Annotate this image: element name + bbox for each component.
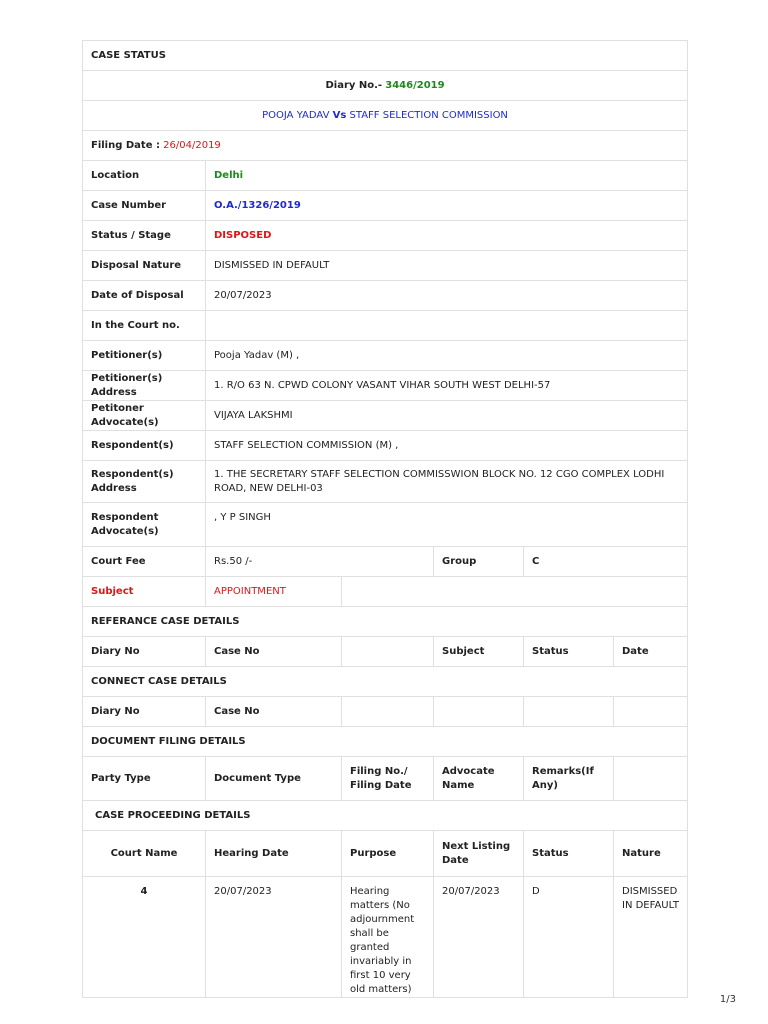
subject-label: Subject: [83, 577, 206, 607]
respondent-name: STAFF SELECTION COMMISSION: [349, 109, 508, 121]
reference-header-cell: Diary No: [83, 637, 206, 667]
subject-empty-cell: [342, 577, 688, 607]
status-label: Status / Stage: [83, 221, 206, 251]
document-header-cell: Remarks(If Any): [524, 757, 614, 801]
respondents-label: Respondent(s): [83, 431, 206, 461]
date-of-disposal-label: Date of Disposal: [83, 281, 206, 311]
document-header-cell: [614, 757, 688, 801]
respondent-advocate-value: , Y P SINGH: [206, 503, 688, 547]
proceeding-header-cell: Status: [524, 831, 614, 877]
petitioners-address-value: 1. R/O 63 N. CPWD COLONY VASANT VIHAR SOUTH WEST DELHI-57: [206, 371, 688, 401]
reference-header-row: [83, 637, 688, 667]
proceeding-purpose: Hearing matters (No adjournment shall be granted invariably in first 10 very old matters): [342, 877, 434, 998]
connect-empty-cell: [434, 697, 524, 727]
connect-case-heading: CONNECT CASE DETAILS: [83, 667, 688, 697]
proceeding-row: [83, 877, 688, 998]
respondents-value: STAFF SELECTION COMMISSION (M) ,: [206, 431, 688, 461]
filing-date-value: 26/04/2019: [163, 139, 221, 151]
reference-header-cell: Subject: [434, 637, 524, 667]
page-number: 1/3: [719, 994, 736, 1005]
document-header-cell: Advocate Name: [434, 757, 524, 801]
respondent-advocate-label: Respondent Advocate(s): [83, 503, 206, 547]
versus-label: Vs: [332, 109, 347, 121]
proceeding-header-row: [83, 831, 688, 877]
disposal-nature-label: Disposal Nature: [83, 251, 206, 281]
proceeding-header-cell: Nature: [614, 831, 688, 877]
reference-header-cell: Case No: [206, 637, 342, 667]
petitioner-name: POOJA YADAV: [262, 109, 330, 121]
proceeding-header-cell: Next Listing Date: [434, 831, 524, 877]
proceeding-header-cell: Hearing Date: [206, 831, 342, 877]
document-header-cell: Party Type: [83, 757, 206, 801]
connect-header-cell: Diary No: [83, 697, 206, 727]
connect-empty-cell: [524, 697, 614, 727]
document-filing-heading: DOCUMENT FILING DETAILS: [83, 727, 688, 757]
proceeding-status: D: [524, 877, 614, 998]
reference-header-cell: Status: [524, 637, 614, 667]
location-value: Delhi: [206, 161, 688, 191]
connect-header-row: [83, 697, 688, 727]
document-header-cell: Document Type: [206, 757, 342, 801]
proceeding-header-cell: Purpose: [342, 831, 434, 877]
respondents-address-label: Respondent(s) Address: [83, 461, 206, 503]
petitioners-address-label: Petitioner(s) Address: [83, 371, 206, 401]
diary-number-row: [83, 71, 688, 101]
connect-header-cell: Case No: [206, 697, 342, 727]
reference-header-cell: Date: [614, 637, 688, 667]
petitioners-label: Petitioner(s): [83, 341, 206, 371]
petitioners-value: Pooja Yadav (M) ,: [206, 341, 688, 371]
diary-label: Diary No.-: [325, 79, 383, 91]
proceeding-header-cell: Court Name: [83, 831, 206, 877]
case-proceeding-heading: CASE PROCEEDING DETAILS: [83, 801, 688, 831]
petitioner-advocate-label: Petitoner Advocate(s): [83, 401, 206, 431]
case-number-label: Case Number: [83, 191, 206, 221]
document-header-cell: Filing No./ Filing Date: [342, 757, 434, 801]
reference-case-heading: REFERANCE CASE DETAILS: [83, 607, 688, 637]
group-label: Group: [434, 547, 524, 577]
proceeding-next-listing-date: 20/07/2023: [434, 877, 524, 998]
proceeding-nature: DISMISSED IN DEFAULT: [614, 877, 688, 998]
court-fee-value: Rs.50 /-: [206, 547, 434, 577]
status-value: DISPOSED: [206, 221, 688, 251]
date-of-disposal-value: 20/07/2023: [206, 281, 688, 311]
case-status-heading: CASE STATUS: [83, 41, 688, 71]
court-no-label: In the Court no.: [83, 311, 206, 341]
court-fee-label: Court Fee: [83, 547, 206, 577]
filing-date-label: Filing Date :: [91, 139, 160, 151]
reference-header-cell: [342, 637, 434, 667]
connect-empty-cell: [342, 697, 434, 727]
proceeding-hearing-date: 20/07/2023: [206, 877, 342, 998]
group-value: C: [524, 547, 688, 577]
location-label: Location: [83, 161, 206, 191]
petitioner-advocate-value: VIJAYA LAKSHMI: [206, 401, 688, 431]
parties-row: [83, 101, 688, 131]
case-number-value: O.A./1326/2019: [206, 191, 688, 221]
case-status-table: [82, 40, 688, 998]
document-header-row: [83, 757, 688, 801]
respondents-address-value: 1. THE SECRETARY STAFF SELECTION COMMISSWION BLOCK NO. 12 CGO COMPLEX LODHI ROAD, NEW DELHI-03: [206, 461, 688, 503]
connect-empty-cell: [614, 697, 688, 727]
proceeding-court-name: 4: [83, 877, 206, 998]
filing-date-row: [83, 131, 688, 161]
subject-value: APPOINTMENT: [206, 577, 342, 607]
disposal-nature-value: DISMISSED IN DEFAULT: [206, 251, 688, 281]
diary-value: 3446/2019: [385, 79, 445, 91]
court-no-value: [206, 311, 688, 341]
